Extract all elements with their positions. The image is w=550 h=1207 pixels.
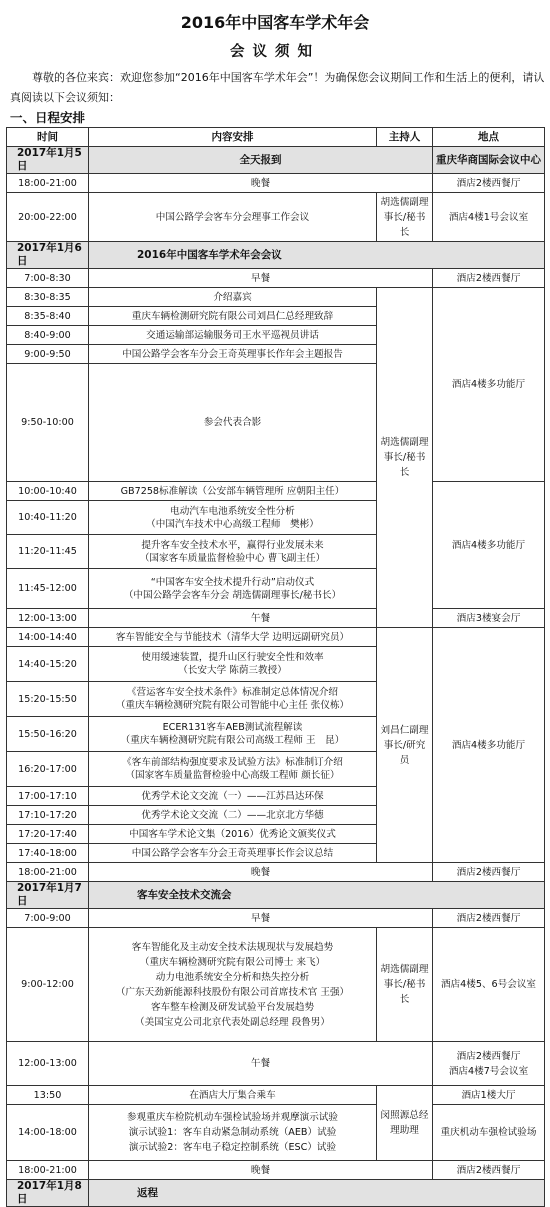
cell-content: 早餐 — [89, 909, 433, 928]
cell-content — [89, 569, 377, 609]
cell-location: 酒店2楼西餐厅 — [433, 863, 545, 882]
cell-time: 16:20-17:00 — [7, 752, 89, 787]
content-line: “中国客车安全技术提升行动”启动仪式 — [150, 576, 315, 588]
content-line: （国家客车质量监督检验中心高级工程师 颜长征） — [125, 770, 340, 781]
cell-host: 刘昌仁副理事长/研究员 — [377, 628, 433, 863]
cell-content: 晚餐 — [89, 174, 433, 193]
schedule-table — [6, 127, 545, 1207]
cell-time: 17:40-18:00 — [7, 844, 89, 863]
cell-host: 闵照源总经理助理 — [377, 1086, 433, 1161]
content-line: 客车整车检测及研发试验平台发展趋势 — [150, 1001, 315, 1013]
day-date: 2017年1月8日 — [7, 1180, 89, 1207]
cell-location: 酒店4楼多功能厅 — [433, 288, 545, 482]
section-heading: 一、日程安排 — [10, 110, 86, 125]
cell-location: 酒店2楼西餐厅 — [433, 1161, 545, 1180]
cell-content: 晚餐 — [89, 1161, 433, 1180]
table-row — [7, 1042, 545, 1086]
cell-time: 15:20-15:50 — [7, 682, 89, 717]
cell-content: 客车智能安全与节能技术（清华大学 边明远副研究员） — [89, 628, 377, 647]
cell-location: 酒店2楼西餐厅 — [433, 174, 545, 193]
table-row — [7, 928, 545, 1042]
table-row — [7, 288, 545, 307]
day-row — [7, 242, 545, 269]
table-row — [7, 193, 545, 242]
cell-location — [433, 1042, 545, 1086]
table-row — [7, 628, 545, 647]
cell-content: 重庆车辆检测研究院有限公司刘昌仁总经理致辞 — [89, 307, 377, 326]
day-row — [7, 1180, 545, 1207]
cell-time: 8:30-8:35 — [7, 288, 89, 307]
header-location: 地点 — [433, 128, 545, 147]
cell-content: 交通运输部运输服务司王水平巡视员讲话 — [89, 326, 377, 345]
content-line: 参观重庆车检院机动车强检试验场并观摩演示试验 — [126, 1112, 339, 1123]
cell-time: 7:00-9:00 — [7, 909, 89, 928]
day-title: 全天报到 — [89, 147, 433, 174]
content-line: （中国公路学会客车分会 胡选儒副理事长/秘书长） — [123, 589, 342, 601]
day-title: 客车安全技术交流会 — [89, 882, 545, 909]
day-location: 重庆华商国际会议中心 — [433, 147, 545, 174]
cell-time: 17:00-17:10 — [7, 787, 89, 806]
content-line: （中国汽车技术中心高级工程师 樊彬） — [146, 518, 319, 530]
table-row — [7, 609, 545, 628]
content-line: （长安大学 陈荫三教授） — [178, 665, 287, 676]
cell-time: 17:20-17:40 — [7, 825, 89, 844]
cell-time: 9:50-10:00 — [7, 364, 89, 482]
cell-time: 15:50-16:20 — [7, 717, 89, 752]
cell-location: 重庆机动车强检试验场 — [433, 1105, 545, 1161]
cell-content: 早餐 — [89, 269, 433, 288]
cell-location: 酒店1楼大厅 — [433, 1086, 545, 1105]
cell-location: 酒店4楼5、6号会议室 — [433, 928, 545, 1042]
location-line: 酒店2楼西餐厅 — [456, 1050, 521, 1062]
cell-time: 9:00-12:00 — [7, 928, 89, 1042]
content-line: （重庆车辆检测研究院有限公司博士 来飞） — [139, 956, 326, 968]
cell-time: 7:00-8:30 — [7, 269, 89, 288]
cell-time: 12:00-13:00 — [7, 1042, 89, 1086]
header-time: 时间 — [7, 128, 89, 147]
cell-content: 午餐 — [89, 609, 433, 628]
cell-location: 酒店3楼宴会厅 — [433, 609, 545, 628]
cell-time: 10:00-10:40 — [7, 482, 89, 501]
intro-paragraph: 尊敬的各位来宾：欢迎您参加“2016年中国客车学术年会”！为确保您会议期间工作和生活上的便利，请认真阅读以下会议须知： — [10, 71, 545, 104]
cell-location: 酒店4楼多功能厅 — [433, 482, 545, 609]
cell-time: 11:45-12:00 — [7, 569, 89, 609]
day-date: 2017年1月5日 — [7, 147, 89, 174]
page-subtitle: 会议须知 — [230, 44, 320, 60]
cell-content — [89, 501, 377, 535]
cell-time: 9:00-9:50 — [7, 345, 89, 364]
cell-time: 8:40-9:00 — [7, 326, 89, 345]
cell-content: 优秀学术论文交流（二）——北京北方华德 — [89, 806, 377, 825]
cell-content: 中国客车学术论文集（2016）优秀论文颁奖仪式 — [89, 825, 377, 844]
cell-location: 酒店4楼多功能厅 — [433, 628, 545, 863]
table-row — [7, 909, 545, 928]
cell-host: 胡选儒副理事长/秘书长 — [377, 193, 433, 242]
table-header-row — [7, 128, 545, 147]
day-title: 返程 — [89, 1180, 545, 1207]
header-host: 主持人 — [377, 128, 433, 147]
day-title: 2016年中国客车学术年会会议 — [89, 242, 545, 269]
location-line: 酒店4楼7号会议室 — [448, 1065, 529, 1077]
table-row — [7, 1161, 545, 1180]
content-line: （重庆车辆检测研究院有限公司智能中心主任 张仪栋） — [115, 700, 350, 711]
cell-content: 中国公路学会客车分会理事工作会议 — [89, 193, 377, 242]
day-row — [7, 882, 545, 909]
cell-content: 晚餐 — [89, 863, 433, 882]
cell-host: 胡选儒副理事长/秘书长 — [377, 928, 433, 1042]
page-title: 2016年中国客车学术年会 — [180, 13, 370, 32]
cell-time: 20:00-22:00 — [7, 193, 89, 242]
day-date: 2017年1月7日 — [7, 882, 89, 909]
cell-location: 酒店4楼1号会议室 — [433, 193, 545, 242]
content-line: （国家客车质量监督检验中心 曹飞副主任） — [139, 552, 326, 564]
cell-content — [89, 717, 377, 752]
cell-time: 18:00-21:00 — [7, 1161, 89, 1180]
cell-content — [89, 928, 377, 1042]
table-row — [7, 269, 545, 288]
content-line: 《营运客车安全技术条件》标准制定总体情况介绍 — [126, 687, 339, 698]
cell-content — [89, 535, 377, 569]
cell-time: 18:00-21:00 — [7, 863, 89, 882]
table-row — [7, 1105, 545, 1161]
cell-content: 优秀学术论文交流（一）——江苏昌达环保 — [89, 787, 377, 806]
table-row — [7, 1086, 545, 1105]
cell-content — [89, 1105, 377, 1161]
content-line: （广东天劲新能源科技股份有限公司首席技术官 王强） — [115, 986, 350, 998]
cell-time: 17:10-17:20 — [7, 806, 89, 825]
cell-time: 11:20-11:45 — [7, 535, 89, 569]
cell-time: 14:40-15:20 — [7, 647, 89, 682]
table-row — [7, 482, 545, 501]
cell-time: 12:00-13:00 — [7, 609, 89, 628]
day-date: 2017年1月6日 — [7, 242, 89, 269]
content-line: 演示试验2：客车电子稳定控制系统（ESC）试验 — [128, 1142, 337, 1153]
cell-content: 午餐 — [89, 1042, 433, 1086]
content-line: 动力电池系统安全分析和热失控分析 — [155, 971, 310, 983]
content-line: （重庆车辆检测研究院有限公司高级工程师 王 昆） — [120, 735, 345, 746]
cell-time: 10:40-11:20 — [7, 501, 89, 535]
content-line: 客车智能化及主动安全技术法规现状与发展趋势 — [131, 941, 334, 953]
content-line: 使用缓速装置，提升山区行驶安全性和效率 — [141, 652, 324, 663]
cell-content: 在酒店大厅集合乘车 — [89, 1086, 377, 1105]
content-line: （美国宝克公司北京代表处副总经理 段鲁男） — [135, 1016, 330, 1028]
cell-location: 酒店2楼西餐厅 — [433, 269, 545, 288]
cell-content: 中国公路学会客车分会王奇英理事长作会议总结 — [89, 844, 377, 863]
content-line: 电动汽车电池系统安全性分析 — [170, 505, 295, 517]
header-content: 内容安排 — [89, 128, 377, 147]
day-row — [7, 147, 545, 174]
cell-time: 14:00-18:00 — [7, 1105, 89, 1161]
cell-content: 介绍嘉宾 — [89, 288, 377, 307]
content-line: 《客车前部结构强度要求及试验方法》标准制订介绍 — [122, 757, 343, 768]
cell-host: 胡选儒副理事长/秘书长 — [377, 288, 433, 628]
cell-content: 参会代表合影 — [89, 364, 377, 482]
cell-time: 14:00-14:40 — [7, 628, 89, 647]
content-line: 提升客车安全技术水平，赢得行业发展未来 — [141, 539, 324, 551]
content-line: ECER131客车AEB测试流程解读 — [162, 722, 303, 733]
cell-time: 18:00-21:00 — [7, 174, 89, 193]
cell-content: GB7258标准解读（公安部车辆管理所 应朝阳主任） — [89, 482, 377, 501]
cell-content: 中国公路学会客车分会王奇英理事长作年会主题报告 — [89, 345, 377, 364]
cell-content — [89, 647, 377, 682]
cell-time: 13:50 — [7, 1086, 89, 1105]
cell-location: 酒店2楼西餐厅 — [433, 909, 545, 928]
cell-content — [89, 682, 377, 717]
table-row — [7, 863, 545, 882]
cell-time: 8:35-8:40 — [7, 307, 89, 326]
cell-content — [89, 752, 377, 787]
content-line: 演示试验1：客车自动紧急制动系统（AEB）试验 — [128, 1127, 337, 1138]
table-row — [7, 174, 545, 193]
